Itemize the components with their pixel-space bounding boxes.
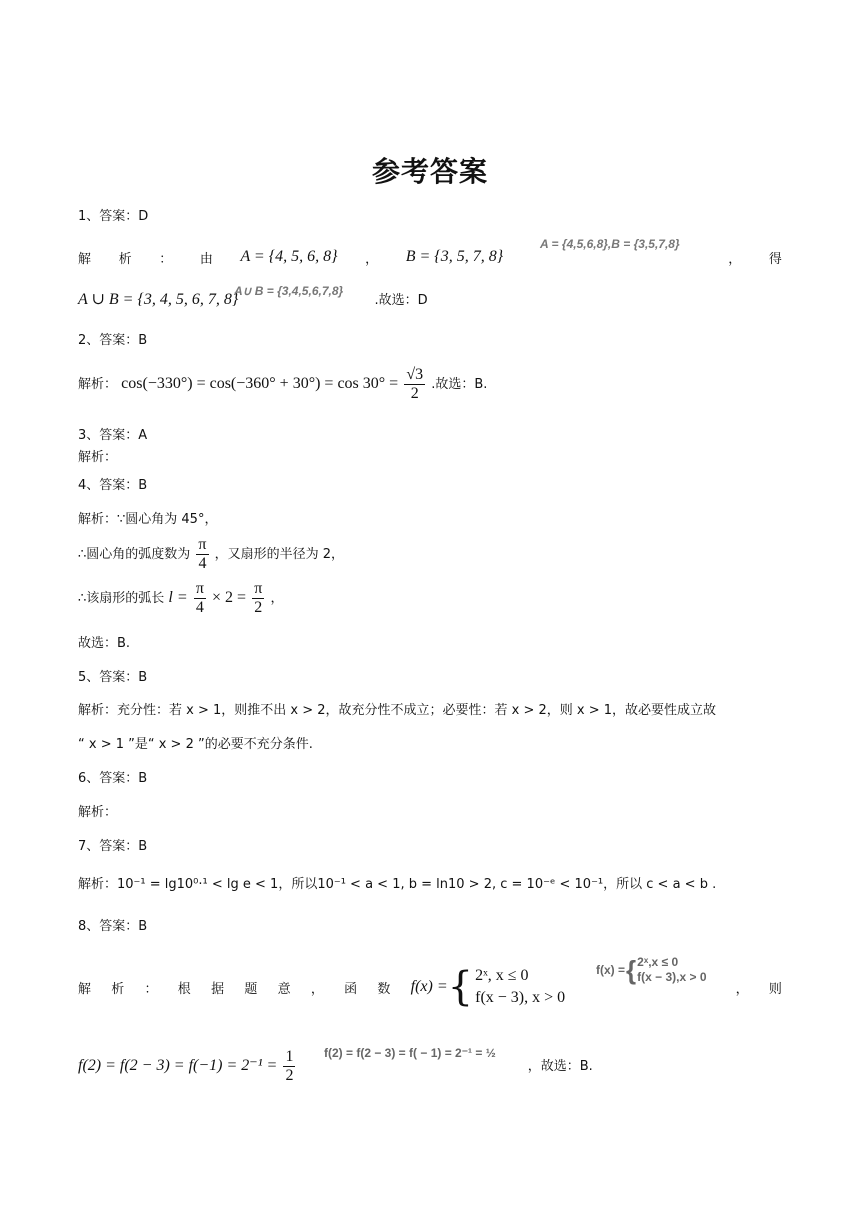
q8-comma: ， <box>735 981 749 997</box>
q1-answer: 1、答案：D <box>78 209 149 224</box>
q8-chain-num: 1 <box>285 1048 294 1065</box>
q8-chain-den: 2 <box>285 1067 294 1084</box>
page-title: 参考答案 <box>371 155 488 188</box>
q8-w3: ： <box>144 981 158 997</box>
q4-line3-post: ， <box>270 591 284 606</box>
q8-w4: 根 <box>177 981 191 997</box>
q1-jie: 解 <box>78 251 92 267</box>
q4-fraction-1 <box>194 580 206 617</box>
q2-frac-den: 2 <box>410 385 419 402</box>
q8-cases <box>475 965 565 1009</box>
q8-w9: 函 <box>344 981 358 997</box>
q2-expr: cos(−330°) = cos(−360° + 30°) = cos 30° = <box>121 375 399 392</box>
q4-frac-den: 4 <box>198 555 207 572</box>
q4-line3-mid: × 2 = <box>212 589 247 606</box>
q1-union: A ∪ B = {3, 4, 5, 6, 7, 8} <box>78 291 239 308</box>
q8-ze: 则 <box>768 981 782 997</box>
q8-w5: 据 <box>211 981 225 997</box>
q5-line1: 解析：充分性：若 x > 1，则推不出 x > 2，故充分性不成立；必要性：若 x > 2，则 x > 1，故必要性成立故 <box>78 703 717 718</box>
q8-img-fx: f(x) = <box>596 963 626 977</box>
q8-chain-image-text: f(2) = f(2 − 3) = f( − 1) = 2⁻¹ = ½ <box>324 1046 496 1060</box>
q1-colon: ： <box>159 251 173 267</box>
q8-w1: 解 <box>78 981 92 997</box>
q8-w2: 析 <box>111 981 125 997</box>
q5-line2: “ x > 1 ”是“ x > 2 ”的必要不充分条件. <box>78 737 313 752</box>
q8-w10: 数 <box>377 981 391 997</box>
q8-piecewise-image-text: f(x) = { 2ˣ,x ≤ 0 f(x − 3),x > 0 <box>596 955 707 985</box>
q1-you-text: 由 <box>199 251 213 267</box>
q8-case2: f(x − 3), x > 0 <box>475 989 566 1006</box>
q3-label: 解析： <box>78 450 118 465</box>
q7-line: 解析：10⁻¹ = lg10⁰·¹ < lg e < 1，所以10⁻¹ < a < 1, b = ln10 > 2, c = 10⁻ᵉ < 10⁻¹，所以 c < a < b . <box>78 877 717 892</box>
q4-line2-post: ，又扇形的半径为 2， <box>214 547 345 562</box>
q1-de: 得 <box>768 251 782 267</box>
q8-chain-fraction <box>283 1048 295 1085</box>
q3-answer: 3、答案：A <box>78 428 148 443</box>
q1-set-b: B = {3, 5, 7, 8} <box>405 248 504 265</box>
q8-chain: f(2) = f(2 − 3) = f(−1) = 2⁻¹ = <box>78 1057 278 1074</box>
q1-comma2: ， <box>728 251 742 267</box>
q6-answer: 6、答案：B <box>78 771 148 786</box>
q4-fraction-2 <box>252 580 264 617</box>
q4-fraction-pi-4 <box>196 536 208 573</box>
q5-answer: 5、答案：B <box>78 670 148 685</box>
q4-line3-l: l = <box>168 589 188 606</box>
q8-w6: 题 <box>244 981 258 997</box>
q4-answer: 4、答案：B <box>78 478 148 493</box>
q1-sets-image-text: A = {4,5,6,8},B = {3,5,7,8} <box>540 237 680 251</box>
q8-end: ，故选：B. <box>527 1059 593 1074</box>
q4-line2-pre: ∴圆心角的弧度数为 <box>78 547 191 562</box>
q4-frac2-den: 2 <box>254 599 263 616</box>
q2-frac-num: √3 <box>406 366 424 383</box>
q4-frac-num: π <box>198 536 207 553</box>
q8-case1: 2ˣ, x ≤ 0 <box>475 967 529 984</box>
q2-answer: 2、答案：B <box>78 333 148 348</box>
q2-explanation <box>78 366 487 403</box>
q4-line4: 故选：B. <box>78 636 131 651</box>
q1-end: .故选：D <box>374 293 428 308</box>
q4-frac1-num: π <box>195 580 204 597</box>
q4-line3-pre: ∴该扇形的弧长 <box>78 591 165 606</box>
q2-fraction <box>404 366 425 403</box>
q1-set-a: A = {4, 5, 6, 8} <box>240 248 338 265</box>
q2-end: .故选：B. <box>431 377 488 392</box>
q8-w7: 意 <box>277 981 291 997</box>
q8-brace: { <box>447 964 474 1010</box>
q1-xi: 析 <box>118 251 132 267</box>
q1-union-image-text: A∪ B = {3,4,5,6,7,8} <box>234 284 344 298</box>
q8-w8: ， <box>310 981 324 997</box>
q8-fx: f(x) = <box>410 978 448 995</box>
q8-img-case1: 2ˣ,x ≤ 0 <box>637 955 679 969</box>
q1-comma1: ， <box>365 251 379 267</box>
q7-answer: 7、答案：B <box>78 839 148 854</box>
q8-answer: 8、答案：B <box>78 919 148 934</box>
q6-label: 解析： <box>78 805 118 820</box>
q4-line3 <box>78 580 283 617</box>
q8-piecewise <box>411 965 565 1009</box>
q4-frac2-num: π <box>254 580 263 597</box>
q4-line1: 解析：∵圆心角为 45°， <box>78 512 218 527</box>
q8-img-case2: f(x − 3),x > 0 <box>637 970 707 984</box>
q2-label: 解析： <box>78 377 118 392</box>
q4-line2 <box>78 536 344 573</box>
q4-frac1-den: 4 <box>195 599 204 616</box>
